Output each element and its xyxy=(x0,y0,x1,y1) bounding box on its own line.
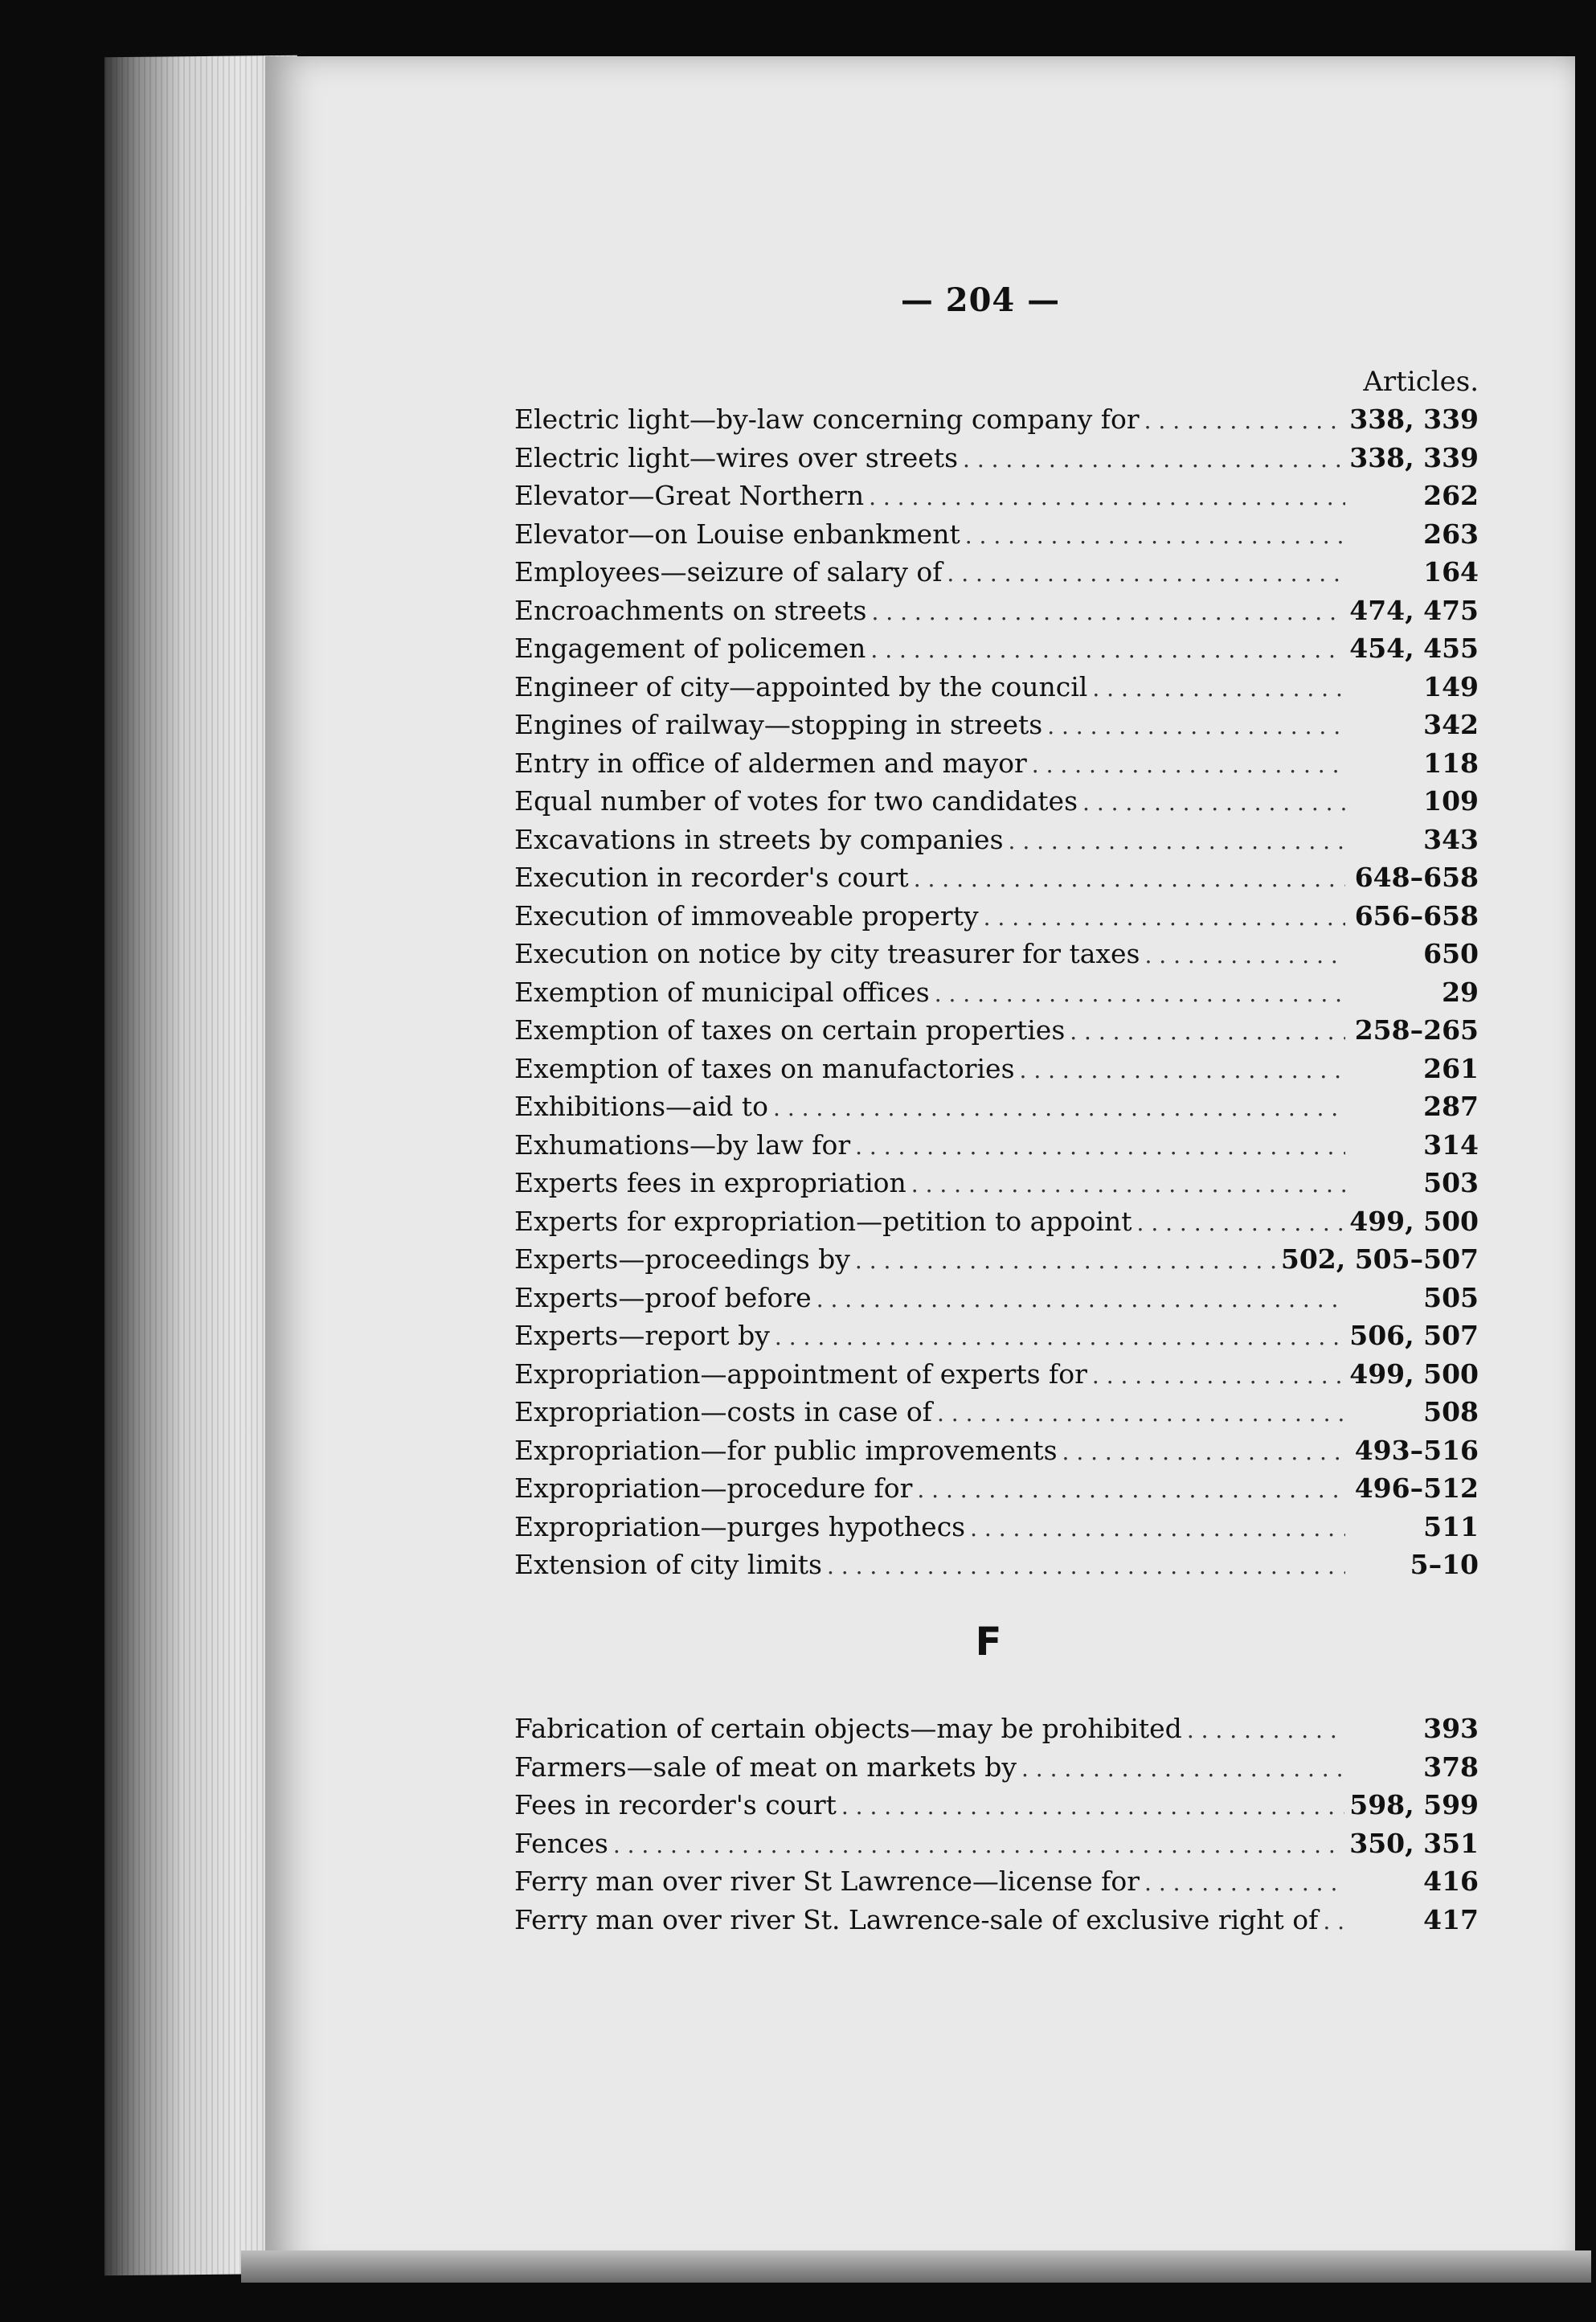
dot-leader xyxy=(773,1095,1345,1121)
index-entries-f xyxy=(514,1713,1479,1942)
dot-leader xyxy=(1144,1869,1345,1896)
entry-label: Encroachments on streets xyxy=(514,594,867,626)
index-entry xyxy=(514,1129,1479,1168)
dot-leader xyxy=(911,1171,1345,1198)
entry-article-ref: 164 xyxy=(1423,556,1479,588)
entry-article-ref: 499, 500 xyxy=(1349,1205,1479,1237)
index-entry xyxy=(514,1282,1479,1321)
entry-label: Electric light—by-law concerning company for xyxy=(514,403,1140,435)
index-entry xyxy=(514,1904,1479,1943)
index-entry xyxy=(514,900,1479,939)
entry-label: Exemption of taxes on manufactories xyxy=(514,1052,1015,1084)
index-entry xyxy=(514,1396,1479,1435)
entry-article-ref: 350, 351 xyxy=(1349,1827,1479,1859)
entry-label: Extension of city limits xyxy=(514,1549,822,1580)
dot-leader xyxy=(970,1515,1345,1542)
entry-label: Experts for expropriation—petition to appoint xyxy=(514,1205,1132,1237)
entry-article-ref: 493–516 xyxy=(1354,1434,1479,1466)
entry-label: Execution in recorder's court xyxy=(514,862,909,893)
index-entry xyxy=(514,442,1479,481)
entry-article-ref: 29 xyxy=(1442,976,1479,1008)
entry-label: Excavations in streets by companies xyxy=(514,823,1004,855)
dot-leader xyxy=(816,1286,1345,1313)
entry-article-ref: 474, 475 xyxy=(1349,594,1479,626)
index-entry xyxy=(514,1865,1479,1904)
entry-article-ref: 343 xyxy=(1423,823,1479,855)
entry-label: Expropriation—for public improvements xyxy=(514,1434,1058,1466)
index-entry xyxy=(514,1549,1479,1587)
dot-leader xyxy=(1047,713,1345,739)
entry-label: Farmers—sale of meat on markets by xyxy=(514,1751,1017,1783)
entry-label: Experts fees in expropriation xyxy=(514,1167,906,1198)
index-entry xyxy=(514,480,1479,518)
index-entries-e xyxy=(514,403,1479,1587)
dot-leader xyxy=(1021,1755,1345,1782)
dot-leader xyxy=(855,1247,1276,1274)
entry-label: Expropriation—purges hypothecs xyxy=(514,1510,966,1542)
entry-label: Ferry man over river St. Lawrence-sale of exclusive right of xyxy=(514,1903,1319,1935)
articles-column-header: Articles. xyxy=(1363,366,1479,398)
entry-label: Exemption of taxes on certain properties xyxy=(514,1014,1066,1046)
entry-label: Employees—seizure of salary of xyxy=(514,556,943,588)
entry-label: Execution on notice by city treasurer for taxes xyxy=(514,938,1140,969)
index-entry xyxy=(514,747,1479,786)
index-entry xyxy=(514,671,1479,710)
entry-label: Engines of railway—stopping in streets xyxy=(514,709,1043,740)
dot-leader xyxy=(917,1476,1345,1503)
entry-label: Execution of immoveable property xyxy=(514,899,979,932)
page-number: — 204 — xyxy=(900,281,1061,319)
index-entry xyxy=(514,862,1479,900)
index-entry xyxy=(514,556,1479,595)
entry-article-ref: 506, 507 xyxy=(1349,1320,1479,1351)
index-entry xyxy=(514,1243,1479,1282)
dot-leader xyxy=(1082,789,1345,816)
entry-article-ref: 417 xyxy=(1423,1903,1479,1935)
entry-article-ref: 342 xyxy=(1423,709,1479,740)
entry-label: Experts—report by xyxy=(514,1320,770,1351)
dot-leader xyxy=(947,560,1345,587)
dot-leader xyxy=(1009,828,1345,854)
index-entry xyxy=(514,1167,1479,1206)
dot-leader xyxy=(1032,751,1345,778)
dot-leader xyxy=(869,484,1345,510)
entry-article-ref: 656–658 xyxy=(1354,899,1479,932)
index-entry xyxy=(514,403,1479,442)
dot-leader xyxy=(1137,1210,1345,1236)
entry-article-ref: 258–265 xyxy=(1354,1014,1479,1046)
entry-article-ref: 511 xyxy=(1423,1510,1479,1542)
entry-label: Elevator—Great Northern xyxy=(514,480,865,511)
index-entry xyxy=(514,938,1479,977)
entry-article-ref: 393 xyxy=(1423,1713,1479,1744)
entry-label: Expropriation—procedure for xyxy=(514,1472,913,1504)
entry-label: Engagement of policemen xyxy=(514,633,866,664)
index-entry xyxy=(514,824,1479,862)
entry-article-ref: 503 xyxy=(1423,1167,1479,1198)
index-entry xyxy=(514,1713,1479,1751)
dot-leader xyxy=(1092,1362,1344,1389)
index-entry xyxy=(514,1511,1479,1550)
dot-leader xyxy=(984,904,1345,931)
entry-article-ref: 338, 339 xyxy=(1349,403,1479,435)
entry-label: Exhibitions—aid to xyxy=(514,1091,769,1122)
entry-article-ref: 263 xyxy=(1423,518,1479,550)
entry-article-ref: 118 xyxy=(1423,747,1479,779)
entry-article-ref: 650 xyxy=(1423,938,1479,969)
dot-leader xyxy=(935,981,1345,1007)
dot-leader xyxy=(914,866,1345,892)
entry-article-ref: 505 xyxy=(1423,1281,1479,1313)
dot-leader xyxy=(841,1793,1344,1820)
dot-leader xyxy=(1070,1018,1345,1045)
dot-leader xyxy=(855,1133,1345,1160)
entry-article-ref: 149 xyxy=(1423,670,1479,702)
index-entry xyxy=(514,977,1479,1015)
dot-leader xyxy=(1144,407,1345,434)
page-bottom-edge xyxy=(241,2250,1591,2283)
entry-label: Electric light—wires over streets xyxy=(514,441,959,473)
entry-article-ref: 261 xyxy=(1423,1052,1479,1084)
dot-leader xyxy=(613,1832,1344,1858)
dot-leader xyxy=(963,446,1344,473)
entry-label: Equal number of votes for two candidates xyxy=(514,785,1078,817)
entry-article-ref: 454, 455 xyxy=(1349,633,1479,664)
index-entry xyxy=(514,1435,1479,1473)
index-entry xyxy=(514,1014,1479,1053)
entry-article-ref: 496–512 xyxy=(1354,1472,1479,1504)
entry-label: Exemption of municipal offices xyxy=(514,976,930,1008)
entry-article-ref: 502, 505–507 xyxy=(1280,1243,1479,1275)
entry-article-ref: 314 xyxy=(1423,1128,1479,1161)
entry-article-ref: 5–10 xyxy=(1410,1549,1479,1580)
dot-leader xyxy=(937,1400,1345,1427)
section-letter-f: F xyxy=(975,1620,1002,1665)
dot-leader xyxy=(1323,1908,1345,1935)
dot-leader xyxy=(1092,675,1345,702)
index-entry xyxy=(514,1472,1479,1511)
dot-leader xyxy=(775,1324,1344,1350)
entry-article-ref: 287 xyxy=(1423,1091,1479,1122)
index-entry xyxy=(514,518,1479,557)
dot-leader xyxy=(871,599,1344,625)
index-entry xyxy=(514,595,1479,633)
entry-label: Experts—proof before xyxy=(514,1281,812,1313)
entry-article-ref: 262 xyxy=(1423,480,1479,511)
entry-article-ref: 378 xyxy=(1423,1751,1479,1783)
entry-label: Fences xyxy=(514,1827,608,1859)
entry-label: Ferry man over river St Lawrence—license for xyxy=(514,1865,1140,1897)
dot-leader xyxy=(870,637,1344,663)
index-entry xyxy=(514,1751,1479,1790)
dot-leader xyxy=(1187,1717,1345,1743)
index-entry xyxy=(514,1053,1479,1091)
entry-article-ref: 416 xyxy=(1423,1865,1479,1897)
index-entry xyxy=(514,1320,1479,1358)
index-entry xyxy=(514,1358,1479,1397)
entry-label: Expropriation—appointment of experts for xyxy=(514,1358,1087,1390)
index-entry xyxy=(514,1828,1479,1866)
entry-article-ref: 499, 500 xyxy=(1349,1358,1479,1390)
entry-label: Engineer of city—appointed by the council xyxy=(514,670,1088,702)
entry-label: Entry in office of aldermen and mayor xyxy=(514,747,1027,779)
index-entry xyxy=(514,1091,1479,1129)
entry-label: Fabrication of certain objects—may be prohibited xyxy=(514,1713,1182,1744)
dot-leader xyxy=(965,522,1345,549)
entry-article-ref: 508 xyxy=(1423,1396,1479,1427)
index-entry xyxy=(514,633,1479,671)
entry-article-ref: 338, 339 xyxy=(1349,441,1479,473)
index-entry xyxy=(514,709,1479,747)
entry-label: Exhumations—by law for xyxy=(514,1128,851,1161)
entry-label: Fees in recorder's court xyxy=(514,1789,837,1820)
entry-article-ref: 598, 599 xyxy=(1349,1789,1479,1820)
index-entry xyxy=(514,785,1479,824)
entry-label: Experts—proceedings by xyxy=(514,1243,850,1275)
dot-leader xyxy=(1144,942,1345,969)
index-entry xyxy=(514,1789,1479,1828)
dot-leader xyxy=(1020,1057,1345,1083)
index-entry xyxy=(514,1206,1479,1244)
entry-article-ref: 648–658 xyxy=(1354,862,1479,893)
dot-leader xyxy=(1062,1439,1345,1465)
entry-label: Elevator—on Louise enbankment xyxy=(514,518,960,550)
dot-leader xyxy=(827,1553,1345,1579)
entry-label: Expropriation—costs in case of xyxy=(514,1396,932,1427)
entry-article-ref: 109 xyxy=(1423,785,1479,817)
